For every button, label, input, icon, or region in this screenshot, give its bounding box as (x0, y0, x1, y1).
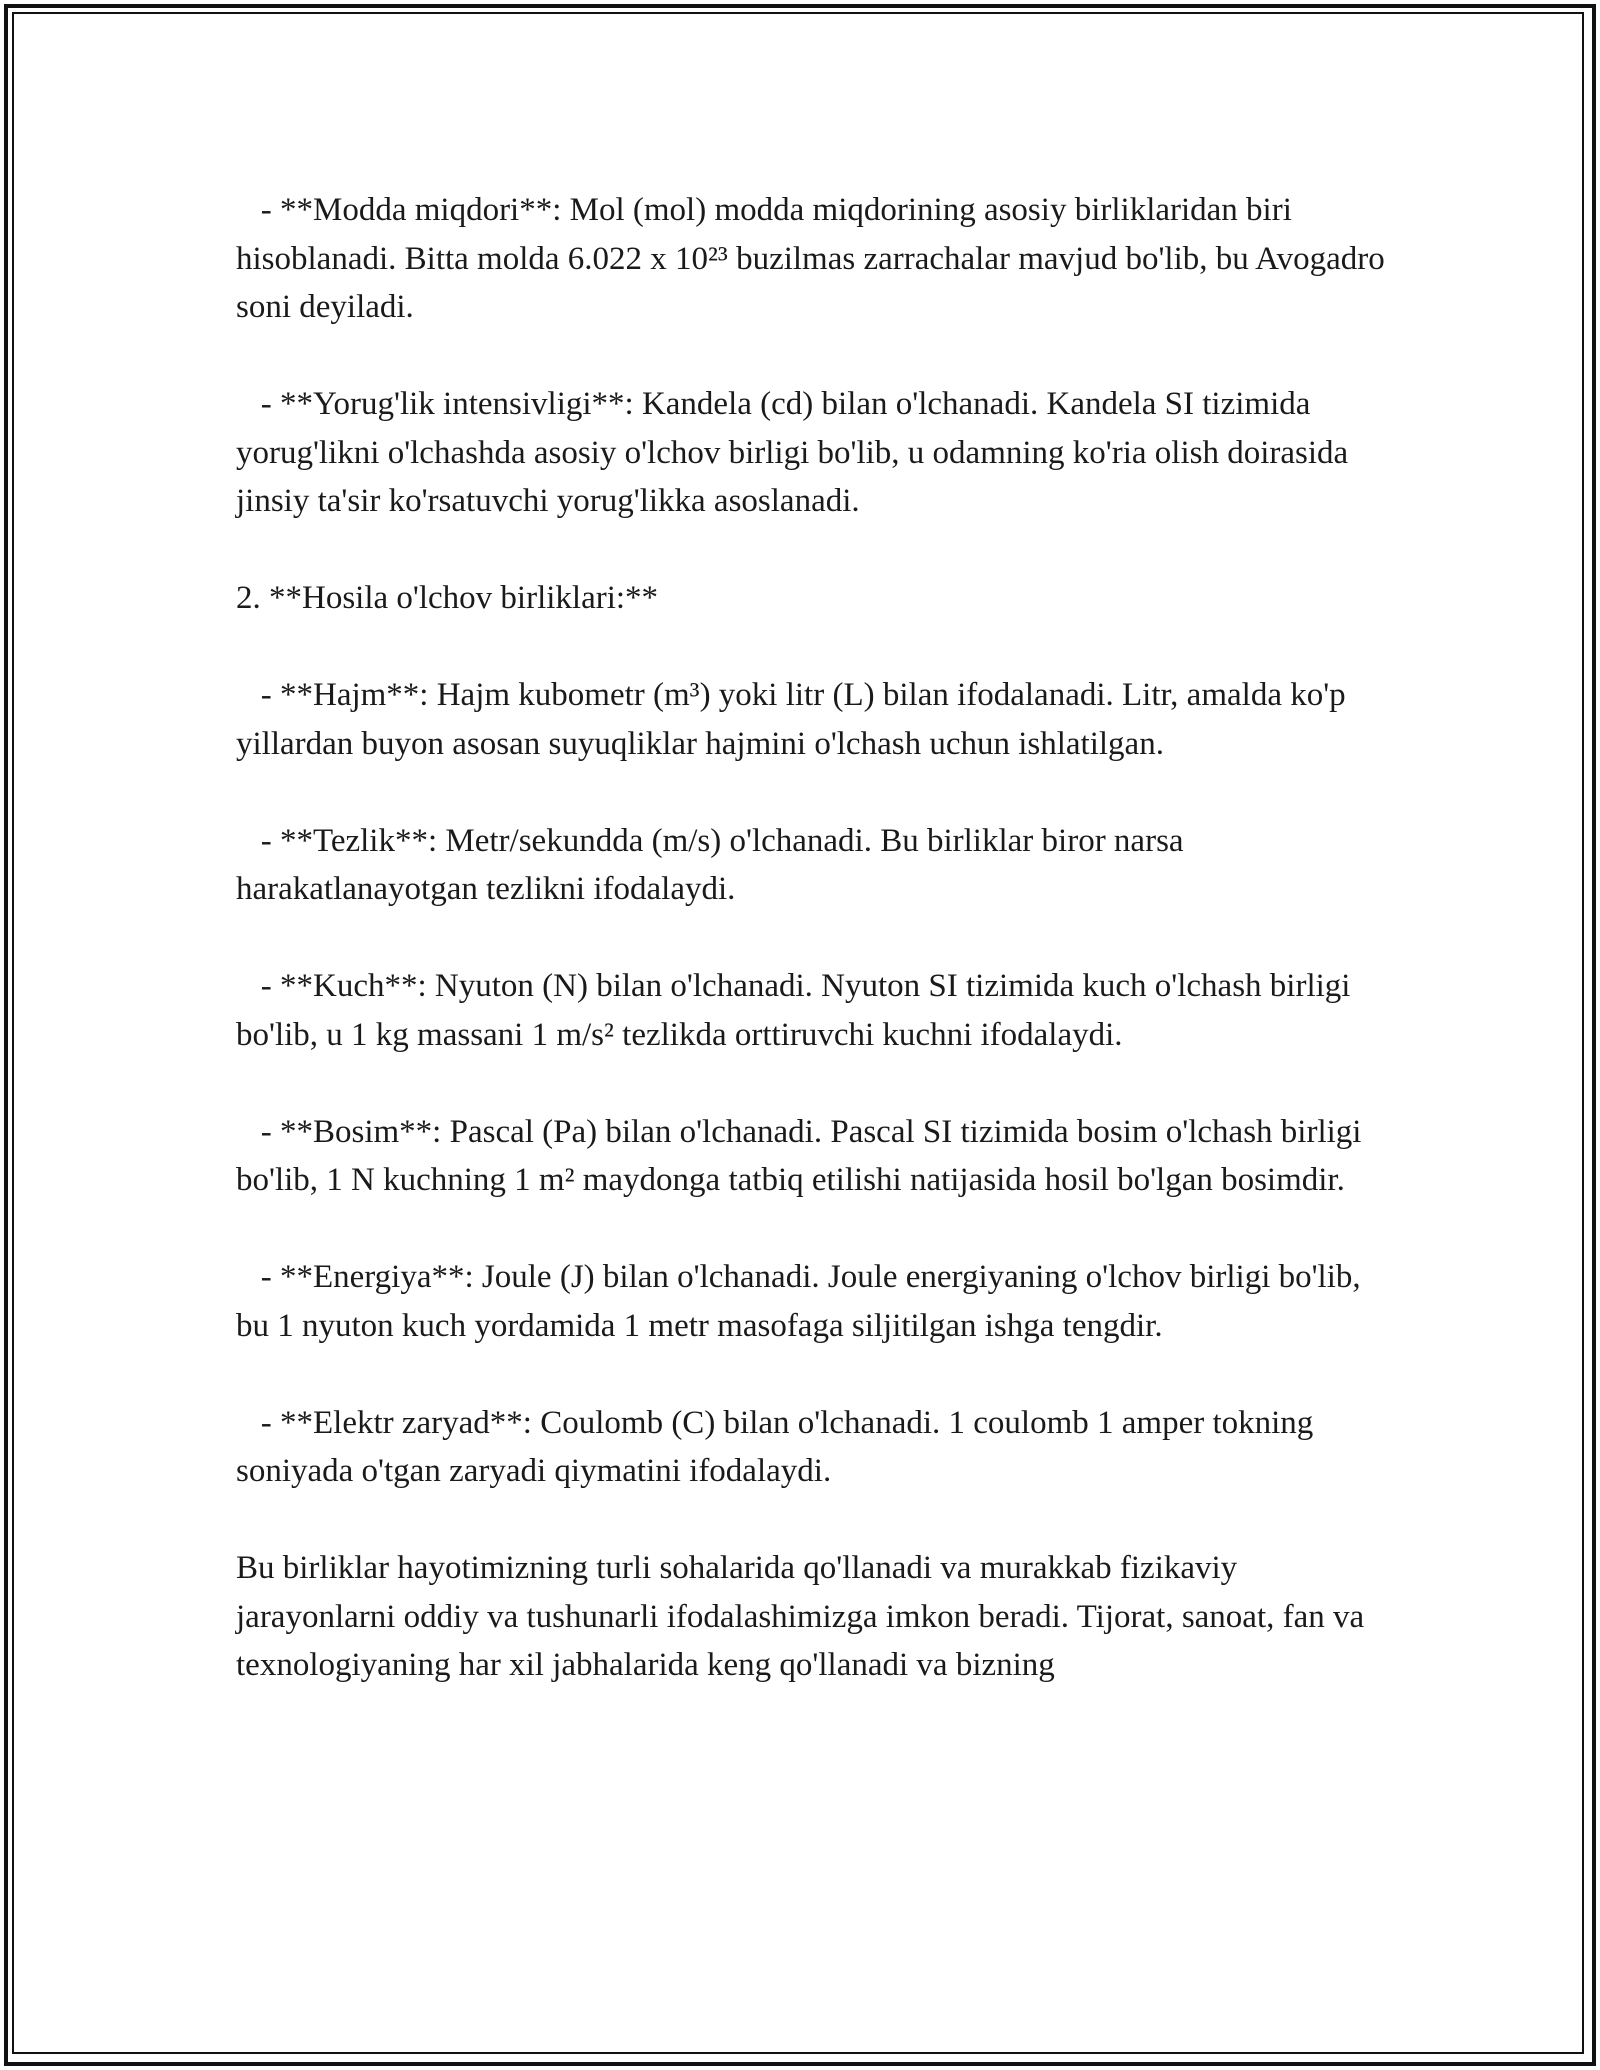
paragraph-modda-miqdori: - **Modda miqdori**: Mol (mol) modda miqdorining asosiy birliklaridan biri hisoblanadi. Bitta molda 6.022 x 10²³ buzilmas zarrachalar mavjud bo'lib, bu Avogadro soni deyiladi. (236, 192, 1393, 325)
section-heading-hosila: 2. **Hosila o'lchov birliklari:** (236, 580, 659, 616)
paragraph-yoruglik-intensivligi: - **Yorug'lik intensivligi**: Kandela (cd) bilan o'lchanadi. Kandela SI tizimida yorug'likni o'lchashda asosiy o'lchov birligi bo'lib, u odamning ko'ria olish doirasida jinsiy ta'sir ko'rsatuvchi yorug'likka asoslanadi. (236, 386, 1357, 519)
paragraph-hajm: - **Hajm**: Hajm kubometr (m³) yoki litr (L) bilan ifodalanadi. Litr, amalda ko'p yillardan buyon asosan suyuqliklar hajmini o'lchash uchun ishlatilgan. (236, 677, 1354, 762)
paragraph-elektr-zaryad: - **Elektr zaryad**: Coulomb (C) bilan o'lchanadi. 1 coulomb 1 amper tokning soniyada o'tgan zaryadi qiymatini ifodalaydi. (236, 1404, 1322, 1489)
paragraph-energiya: - **Energiya**: Joule (J) bilan o'lchanadi. Joule energiyaning o'lchov birligi bo'lib, bu 1 nyuton kuch yordamida 1 metr masofaga siljitilgan ishga tengdir. (236, 1259, 1369, 1344)
paragraph-bosim: - **Bosim**: Pascal (Pa) bilan o'lchanadi. Pascal SI tizimida bosim o'lchash birligi bo'lib, 1 N kuchning 1 m² maydonga tatbiq etilishi natijasida hosil bo'lgan bosimdir. (236, 1113, 1370, 1198)
document-body (236, 186, 1393, 1690)
paragraph-conclusion: Bu birliklar hayotimizning turli sohalarida qo'llanadi va murakkab fizikaviy jarayonlarni oddiy va tushunarli ifodalashimizga imkon beradi. Tijorat, sanoat, fan va texnologiyaning har xil jabhalarida keng qo'llanadi va bizning (236, 1550, 1373, 1683)
paragraph-kuch: - **Kuch**: Nyuton (N) bilan o'lchanadi. Nyuton SI tizimida kuch o'lchash birligi bo'lib, u 1 kg massani 1 m/s² tezlikda orttiruvchi kuchni ifodalaydi. (236, 968, 1359, 1053)
paragraph-tezlik: - **Tezlik**: Metr/sekundda (m/s) o'lchanadi. Bu birliklar biror narsa harakatlanayotgan tezlikni ifodalaydi. (236, 822, 1192, 907)
